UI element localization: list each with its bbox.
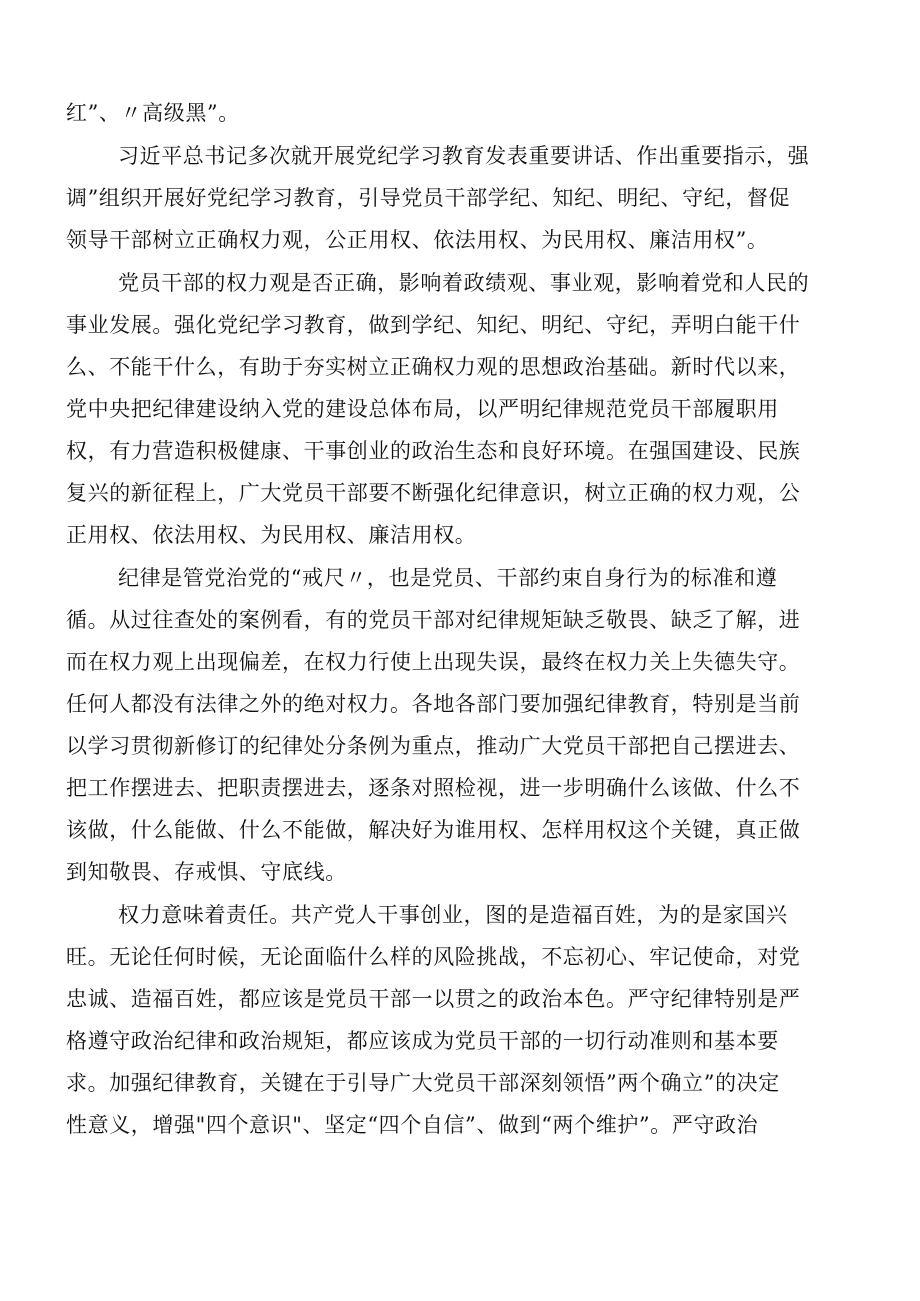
text-line: 么、不能干什么，有助于夯实树立正确权力观的思想政治基础。新时代以来， — [66, 355, 801, 379]
paragraph-1 — [66, 92, 866, 134]
paragraph-3 — [66, 262, 866, 556]
text-line: 党中央把纪律建设纳入党的建设总体布局，以严明纪律规范党员干部履职用 — [66, 397, 779, 421]
paragraph-2 — [66, 135, 866, 261]
text-line: 复兴的新征程上，广大党员干部要不断强化纪律意识，树立正确的权力观，公 — [66, 481, 801, 505]
text-line: 而在权力观上出现偏差，在权力行使上出现失误，最终在权力关上失德失守。 — [66, 650, 801, 674]
text-line: 纪律是管党治党的“戒尺〃，也是党员、干部约束自身行为的标准和遵 — [118, 566, 778, 590]
paragraph-4 — [66, 557, 866, 893]
text-line: 权，有力营造积极健康、干事创业的政治生态和良好环境。在强国建设、民族 — [66, 439, 801, 463]
text-line: 格遵守政治纪律和政治规矩，都应该成为党员干部的一切行动准则和基本要 — [66, 1029, 779, 1053]
text-line: 以学习贯彻新修订的纪律处分条例为重点，推动广大党员干部把自己摆进去、 — [66, 734, 801, 758]
text-line: 党员干部的权力观是否正确，影响着政绩观、事业观，影响着党和人民的 — [118, 271, 810, 295]
text-line: 权力意味着责任。共产党人干事创业，图的是造福百姓，为的是家国兴 — [118, 903, 788, 927]
text-line: 正用权、依法用权、为民用权、廉洁用权。 — [66, 523, 477, 547]
text-line: 调”组织开展好党纪学习教育，引导党员干部学纪、知纪、明纪、守纪，督促 — [66, 186, 791, 210]
text-line: 旺。无论任何时候，无论面临什么样的风险挑战，不忘初心、牢记使命，对党 — [66, 945, 801, 969]
text-line: 领导干部树立正确权力观，公正用权、依法用权、为民用权、廉洁用权”。 — [66, 228, 769, 252]
paragraph-5 — [66, 894, 866, 1146]
text-line: 该做，什么能做、什么不能做，解决好为谁用权、怎样用权这个关键，真正做 — [66, 818, 801, 842]
text-line: 事业发展。强化党纪学习教育，做到学纪、知纪、明纪、守纪，弄明白能干什 — [66, 313, 801, 337]
text-line: 到知敬畏、存戒惧、守底线。 — [66, 860, 347, 884]
text-line: 任何人都没有法律之外的绝对权力。各地各部门要加强纪律教育，特别是当前 — [66, 692, 801, 716]
text-line: 循。从过往查处的案例看，有的党员干部对纪律规矩缺乏敬畏、缺乏了解，进 — [66, 608, 801, 632]
text-line: 红”、〃高级黑”。 — [66, 101, 240, 125]
body-text — [66, 92, 866, 1147]
text-line: 忠诚、造福百姓，都应该是党员干部一以贯之的政治本色。严守纪律特别是严 — [66, 987, 801, 1011]
text-line: 习近平总书记多次就开展党纪学习教育发表重要讲话、作出重要指示，强 — [118, 144, 810, 168]
text-line: 把工作摆进去、把职责摆进去，逐条对照检视，进一步明确什么该做、什么不 — [66, 776, 801, 800]
text-line: 求。加强纪律教育，关键在于引导广大党员干部深刻领悟”两个确立”的决定 — [66, 1071, 780, 1095]
text-line: 性意义，增强"四个意识"、坚定“四个自信”、做到“两个维护”。严守政治 — [66, 1113, 759, 1137]
